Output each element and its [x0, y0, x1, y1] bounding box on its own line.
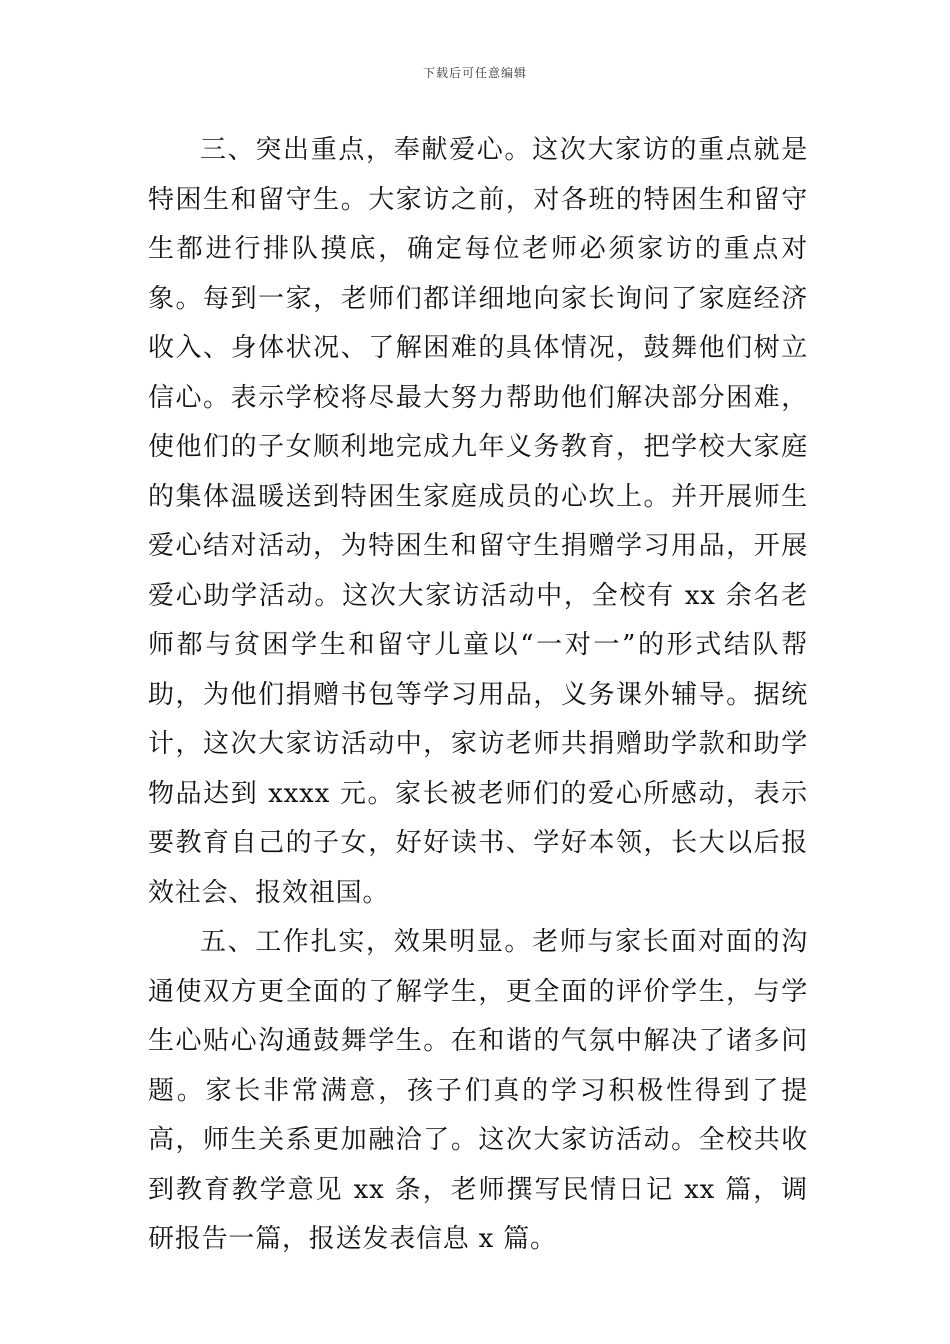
paragraph-work-results: 五、工作扎实，效果明显。老师与家长面对面的沟通使双方更全面的了解学生，更全面的评价学生，与学生心贴心沟通鼓舞学生。在和谐的气氛中解决了诸多问题。家长非常满意，孩子们真的学习积极性得到了提高，师生关系更加融洽了。这次大家访活动。全校共收到教育教学意见 xx 条，老师撰写民情日记 xx 篇，调研报告一篇，报送发表信息 x 篇。: [148, 927, 808, 1254]
document-body: [148, 126, 808, 1265]
header-note: 下载后可任意编辑: [422, 66, 527, 80]
paragraph-highlight-love: 三、突出重点，奉献爱心。这次大家访的重点就是特困生和留守生。大家访之前，对各班的特困生和留守生都进行排队摸底，确定每位老师必须家访的重点对象。每到一家，老师们都详细地向家长询问了家庭经济收入、身体状况、了解困难的具体情况，鼓舞他们树立信心。表示学校将尽最大努力帮助他们解决部分困难，使他们的子女顺利地完成九年义务教育，把学校大家庭的集体温暖送到特困生家庭成员的心坎上。并开展师生爱心结对活动，为特困生和留守生捐赠学习用品，开展爱心助学活动。这次大家访活动中，全校有 xx 余名老师都与贫困学生和留守儿童以“一对一”的形式结队帮助，为他们捐赠书包等学习用品，义务课外辅导。据统计，这次大家访活动中，家访老师共捐赠助学款和助学物品达到 xxxx 元。家长被老师们的爱心所感动，表示要教育自己的子女，好好读书、学好本领，长大以后报效社会、报效祖国。: [148, 135, 808, 908]
